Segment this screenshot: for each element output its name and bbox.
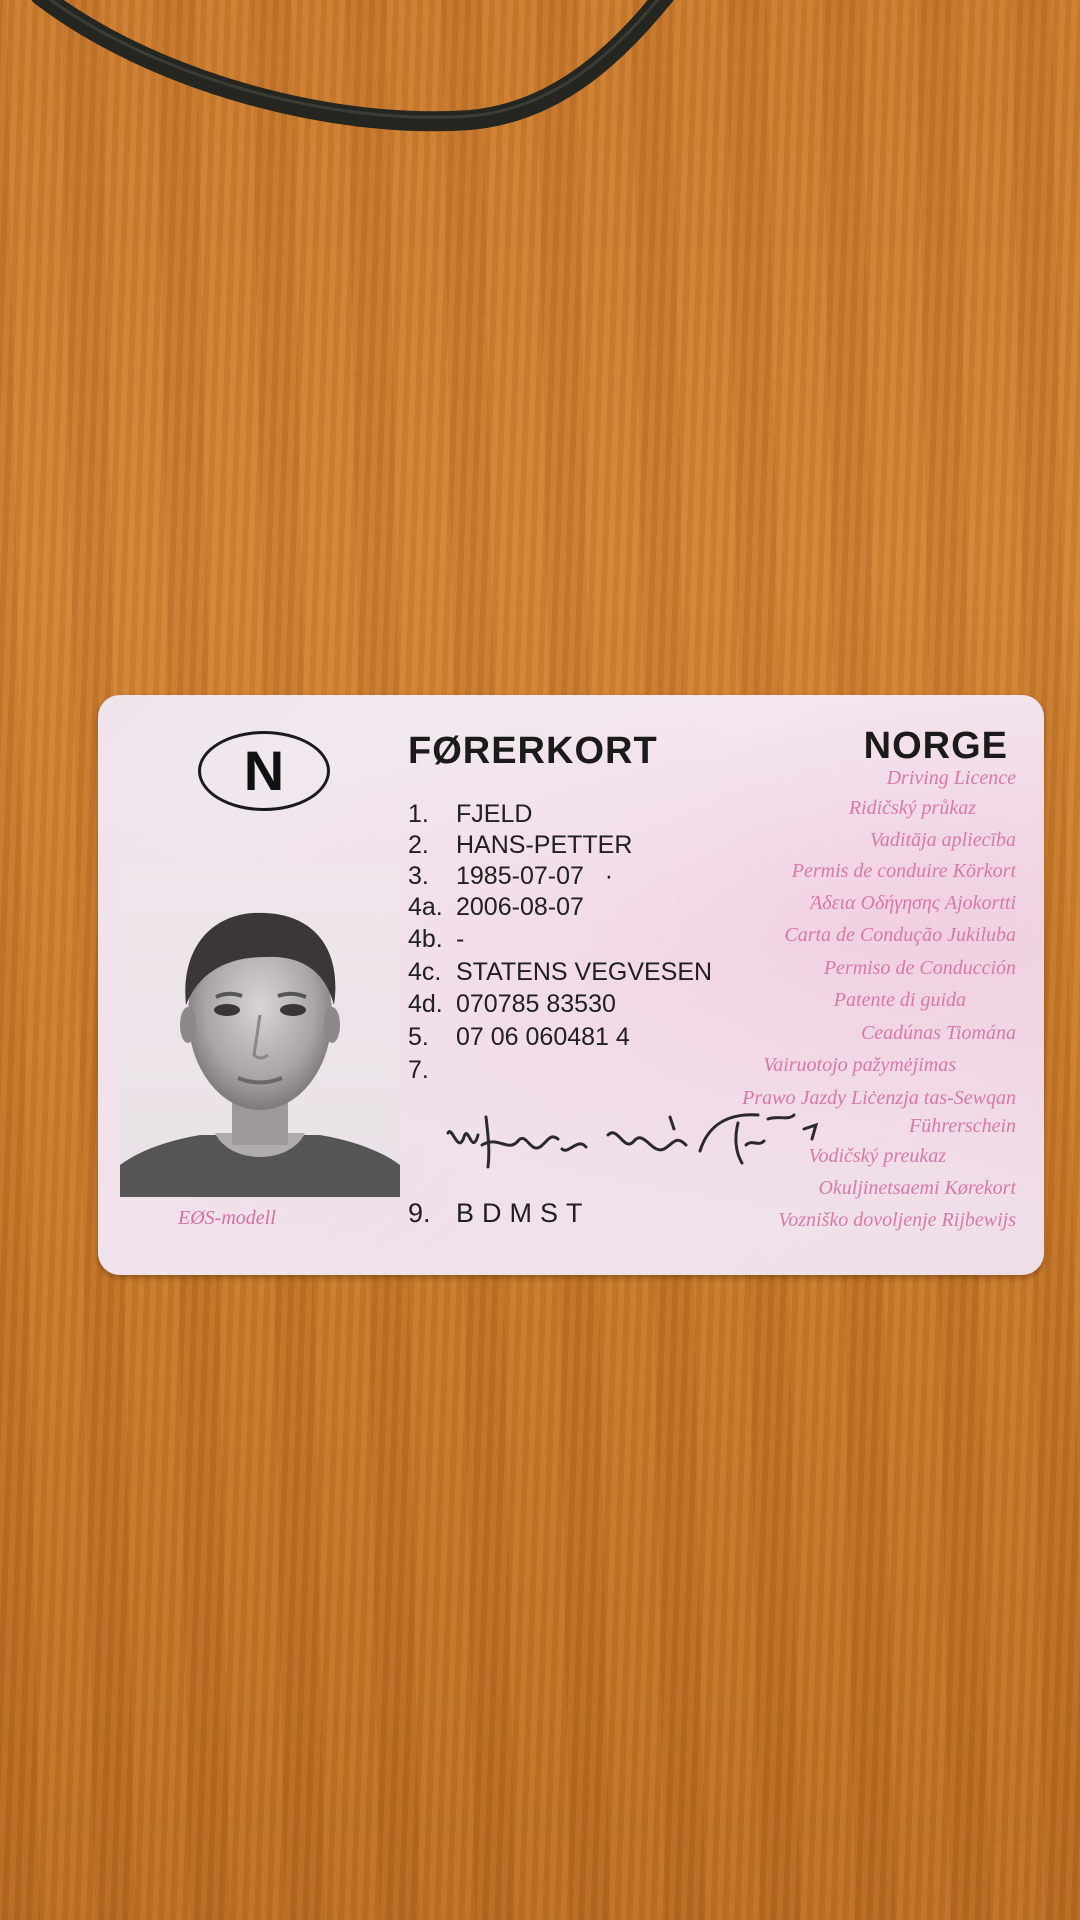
country-code-badge	[198, 731, 330, 811]
field-number: 1.	[408, 800, 429, 828]
field-issue-date	[408, 893, 584, 922]
field-number: 4a.	[408, 893, 443, 921]
card-title: FØRERKORT	[408, 730, 658, 772]
field-value: 1985-07-07 ·	[456, 862, 614, 890]
field-number: 5.	[408, 1023, 429, 1051]
field-value: -	[456, 925, 465, 953]
translation: Prawo Jazdy Liċenzja tas-Sewqan	[742, 1087, 1016, 1109]
translation: Vairuotojo pažymėjimas	[763, 1054, 956, 1076]
cable	[0, 0, 1080, 160]
signature-image	[438, 1095, 858, 1175]
translation: Vaditāja apliecība	[869, 829, 1016, 851]
translation: Vozniško dovoljenje Rijbewijs	[778, 1209, 1016, 1231]
holder-photo	[120, 865, 400, 1197]
field-number: 4c.	[408, 958, 442, 986]
field-given-name	[408, 831, 632, 860]
field-number: 2.	[408, 831, 429, 859]
categories-number: 9.	[408, 1198, 431, 1228]
translation: Άδεια Οδήγησης Ajokortti	[810, 892, 1016, 914]
field-authority	[408, 958, 712, 987]
field-expiry	[408, 925, 464, 954]
translation: Führerschein	[908, 1115, 1016, 1137]
translation: Permiso de Conducción	[823, 957, 1016, 979]
licence-categories	[408, 1198, 591, 1229]
translation: Permis de conduire Körkort	[791, 860, 1016, 882]
field-number: 7.	[408, 1056, 429, 1084]
field-value: HANS-PETTER	[456, 831, 633, 859]
translation: Driving Licence	[886, 767, 1016, 789]
field-value: 070785 83530	[456, 990, 616, 1018]
translation: Ceadúnas Tiomána	[860, 1022, 1016, 1044]
field-number: 4b.	[408, 925, 443, 953]
field-value: STATENS VEGVESEN	[456, 958, 713, 986]
portrait-image	[120, 865, 400, 1197]
driving-licence-card	[98, 695, 1044, 1275]
translation: Carta de Condução Jukiluba	[784, 924, 1016, 946]
translation: Ridičský průkaz	[848, 797, 976, 819]
field-personal-number	[408, 990, 616, 1019]
translation: Patente di guida	[833, 989, 966, 1011]
field-value: FJELD	[456, 800, 533, 828]
categories-value: BDMST	[456, 1198, 591, 1228]
field-signature	[408, 1056, 456, 1085]
field-licence-number	[408, 1023, 630, 1052]
translation: Vodičský preukaz	[808, 1145, 946, 1167]
field-number: 3.	[408, 862, 429, 890]
country-name: NORGE	[863, 725, 1008, 767]
field-surname	[408, 800, 532, 829]
field-value: 07 06 060481 4	[456, 1023, 630, 1051]
field-value: 2006-08-07	[456, 893, 584, 921]
country-code: N	[243, 739, 285, 802]
field-number: 4d.	[408, 990, 443, 1018]
field-birth-date	[408, 862, 613, 891]
translation: Okuljinetsaemi Kørekort	[818, 1177, 1016, 1199]
model-label: EØS-modell	[178, 1207, 276, 1229]
